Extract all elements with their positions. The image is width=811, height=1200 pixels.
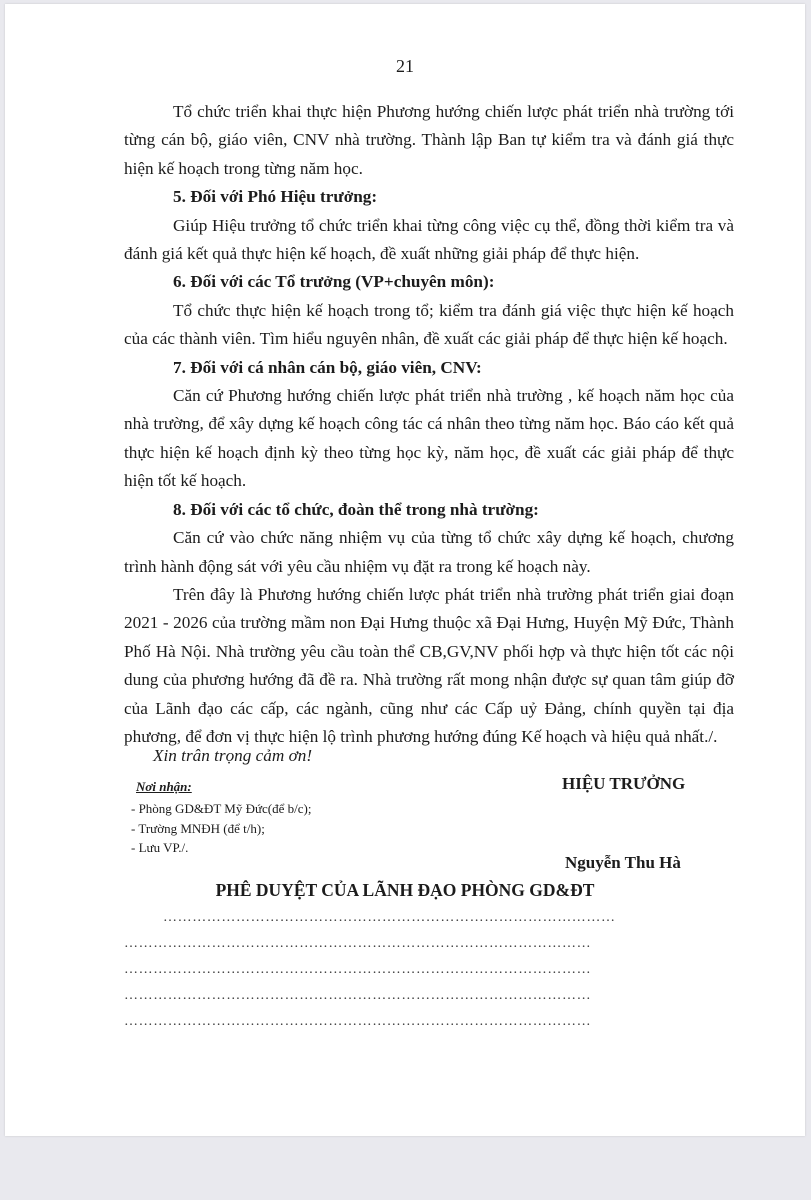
section-heading: 5. Đối với Phó Hiệu trưởng:	[173, 187, 378, 207]
paragraph: Căn cứ vào chức năng nhiệm vụ của từng tổ chức xây dựng kế hoạch, chương trình hành động sát với yêu cầu nhiệm vụ đặt ra trong kế hoạch này.	[124, 528, 734, 576]
approval-dotted-line: ……………………………………………………………………………………	[124, 1014, 592, 1029]
signature-name: Nguyễn Thu Hà	[565, 853, 681, 872]
signature-title: HIỆU TRƯỞNG	[562, 774, 686, 793]
recipient-item: - Trường MNĐH (để t/h);	[131, 820, 265, 836]
paragraph: Trên đây là Phương hướng chiến lược phát triển nhà trường phát triển giai đoạn 2021 - 2026 của trường mầm non Đại Hưng thuộc xã Đại Hưng, Huyện Mỹ Đức, Thành Phố Hà Nội. Nhà trường yêu cầu toàn thể CB,GV,NV phối hợp và thực hiện tốt các nội dung của phương hướng đã đề ra. Nhà trường rất mong nhận được sự quan tâm giúp đỡ của Lãnh đạo các cấp, các ngành, cũng như các Cấp uỷ Đảng, chính quyền tại địa phương, để đơn vị thực hiện lộ trình phương hướng đúng Kế hoạch và hiệu quả nhất./.	[124, 584, 734, 746]
approval-dotted-line: ……………………………………………………………………………………	[124, 936, 592, 951]
approval-title: PHÊ DUYỆT CỦA LÃNH ĐẠO PHÒNG GD&ĐT	[215, 880, 595, 900]
recipient-item: - Phòng GD&ĐT Mỹ Đức(để b/c);	[131, 801, 312, 816]
section-heading: 7. Đối với cá nhân cán bộ, giáo viên, CNV:	[173, 357, 482, 377]
approval-dotted-line: ……………………………………………………………………………………	[124, 962, 592, 977]
paragraph: Tổ chức thực hiện kế hoạch trong tổ; kiểm tra đánh giá việc thực hiện kế hoạch của các thành viên. Tìm hiểu nguyên nhân, đề xuất các giải pháp để thực hiện kế hoạch.	[124, 300, 734, 349]
page-number: 21	[396, 56, 414, 76]
document-page	[5, 4, 805, 1136]
recipients-label: Nơi nhận:	[136, 779, 192, 794]
closing-text: Xin trân trọng cảm ơn!	[153, 746, 313, 765]
recipients-title	[136, 777, 192, 797]
recipients-list	[131, 799, 311, 858]
body-text	[124, 98, 734, 751]
approval-dotted-line: ……………………………………………………………………………………	[124, 988, 592, 1003]
section-heading: 6. Đối với các Tổ trưởng (VP+chuyên môn):	[173, 272, 495, 292]
recipient-item: - Lưu VP./.	[131, 840, 189, 855]
paragraph: Tổ chức triển khai thực hiện Phương hướng chiến lược phát triển nhà trường tới từng cán bộ, giáo viên, CNV nhà trường. Thành lập Ban tự kiểm tra và đánh giá thực hiện kế hoạch trong từng năm học.	[124, 102, 734, 178]
paragraph: Giúp Hiệu trưởng tổ chức triển khai từng công việc cụ thể, đồng thời kiểm tra và đánh giá kết quả thực hiện kế hoạch, đề xuất những giải pháp để thực hiện.	[124, 215, 734, 264]
paragraph: Căn cứ Phương hướng chiến lược phát triển nhà trường , kế hoạch năm học của nhà trường, để xây dựng kế hoạch công tác cá nhân theo từng năm học. Báo cáo kết quả thực hiện kế hoạch định kỳ theo từng học kỳ, năm học, đề xuất các giải pháp để thực hiện tốt kế hoạch.	[124, 386, 734, 491]
approval-dotted-line: …………………………………………………………………………………	[163, 910, 616, 925]
section-heading: 8. Đối với các tổ chức, đoàn thể trong nhà trường:	[173, 499, 539, 519]
